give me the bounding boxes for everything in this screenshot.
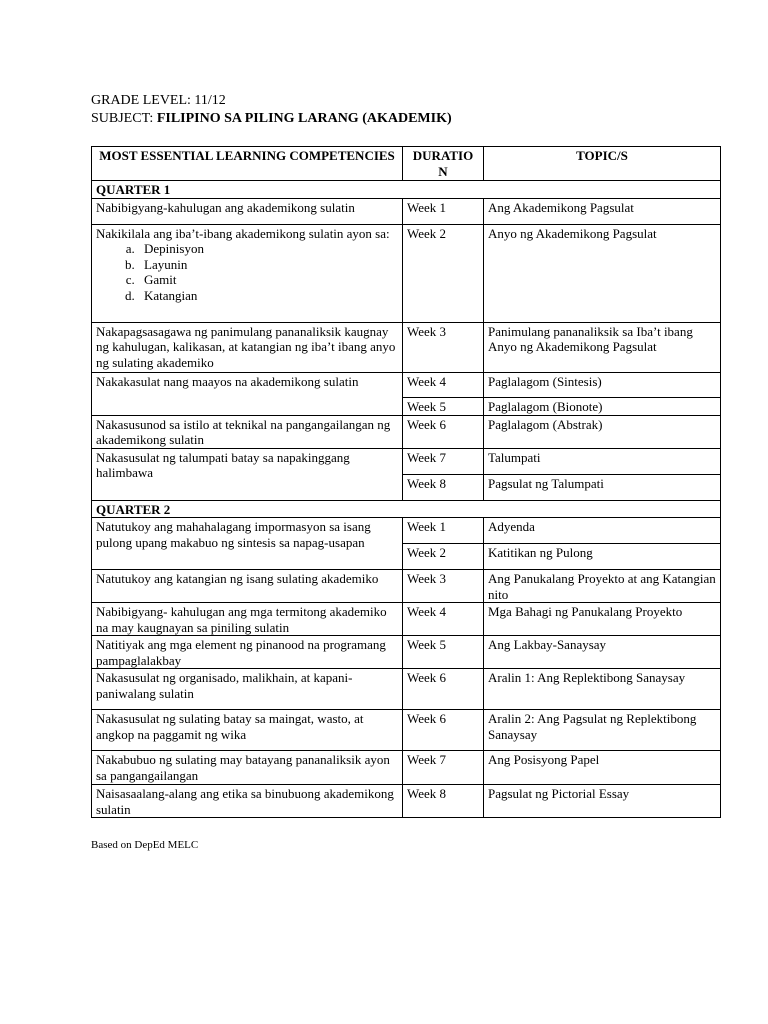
competency-cell: Nakakasulat nang maayos na akademikong sulatin	[92, 372, 403, 415]
col-topics: TOPIC/S	[484, 147, 721, 181]
duration-cell: Week 1	[403, 198, 484, 224]
competency-cell: Natutukoy ang katangian ng isang sulating akademiko	[92, 570, 403, 603]
competency-cell: Natitiyak ang mga element ng pinanood na programang pampaglalakbay	[92, 636, 403, 669]
quarter-2-label: QUARTER 2	[92, 500, 721, 518]
topic-cell: Anyo ng Akademikong Pagsulat	[484, 224, 721, 322]
topic-cell: Pagsulat ng Pictorial Essay	[484, 785, 721, 818]
topic-cell: Talumpati	[484, 448, 721, 474]
duration-cell: Week 3	[403, 322, 484, 372]
duration-cell: Week 1	[403, 518, 484, 544]
list-item: a. Depinisyon	[138, 241, 398, 257]
duration-cell: Week 7	[403, 751, 484, 785]
topic-cell: Katitikan ng Pulong	[484, 544, 721, 570]
table-row	[92, 785, 721, 818]
topic-cell: Adyenda	[484, 518, 721, 544]
duration-cell: Week 4	[403, 603, 484, 636]
table-row	[92, 636, 721, 669]
list-item: b. Layunin	[138, 257, 398, 273]
duration-cell: Week 6	[403, 415, 484, 448]
duration-cell: Week 4	[403, 372, 484, 397]
competency-cell: Nakabubuo ng sulating may batayang pananaliksik ayon sa pangangailangan	[92, 751, 403, 785]
table-row	[92, 322, 721, 372]
topic-cell: Ang Panukalang Proyekto at ang Katangian nito	[484, 570, 721, 603]
competency-cell	[92, 224, 403, 322]
quarter-row	[92, 181, 721, 199]
table-row	[92, 518, 721, 544]
competency-cell: Nabibigyang-kahulugan ang akademikong sulatin	[92, 198, 403, 224]
topic-cell: Aralin 2: Ang Pagsulat ng Replektibong Sanaysay	[484, 710, 721, 751]
col-duration: DURATIO N	[403, 147, 484, 181]
duration-cell: Week 5	[403, 636, 484, 669]
list-item: d. Katangian	[138, 288, 398, 304]
topic-cell: Mga Bahagi ng Panukalang Proyekto	[484, 603, 721, 636]
grade-level: GRADE LEVEL: 11/12	[91, 93, 226, 108]
topic-cell: Panimulang pananaliksik sa Iba’t ibang Anyo ng Akademikong Pagsulat	[484, 322, 721, 372]
melc-table	[91, 146, 721, 818]
topic-cell: Aralin 1: Ang Replektibong Sanaysay	[484, 669, 721, 710]
competency-cell: Natutukoy ang mahahalagang impormasyon sa isang pulong upang makabuo ng sintesis sa napag-usapan	[92, 518, 403, 570]
topic-cell: Paglalagom (Sintesis)	[484, 372, 721, 397]
table-row	[92, 751, 721, 785]
duration-cell: Week 2	[403, 544, 484, 570]
duration-cell: Week 7	[403, 448, 484, 474]
subject-label: SUBJECT:	[91, 111, 154, 126]
duration-cell: Week 3	[403, 570, 484, 603]
competency-text: Nakikilala ang iba’t-ibang akademikong sulatin ayon sa:	[96, 225, 390, 241]
competency-cell: Naisasaalang-alang ang etika sa binubuong akademikong sulatin	[92, 785, 403, 818]
duration-cell: Week 6	[403, 710, 484, 751]
competency-cell: Nakasusulat ng talumpati batay sa napakinggang halimbawa	[92, 448, 403, 500]
footer-note: Based on DepEd MELC	[91, 839, 199, 851]
duration-cell: Week 8	[403, 474, 484, 500]
duration-cell: Week 5	[403, 397, 484, 415]
table-row	[92, 198, 721, 224]
table-row	[92, 570, 721, 603]
subject-line	[91, 110, 452, 127]
criteria-list	[96, 241, 398, 303]
topic-cell: Pagsulat ng Talumpati	[484, 474, 721, 500]
topic-cell: Paglalagom (Bionote)	[484, 397, 721, 415]
competency-cell: Nabibigyang- kahulugan ang mga termitong akademiko na may kaugnayan sa piniling sulatin	[92, 603, 403, 636]
topic-cell: Ang Posisyong Papel	[484, 751, 721, 785]
table-row	[92, 603, 721, 636]
competency-cell: Nakasusunod sa istilo at teknikal na pangangailangan ng akademikong sulatin	[92, 415, 403, 448]
table-row	[92, 415, 721, 448]
topic-cell: Ang Lakbay-Sanaysay	[484, 636, 721, 669]
duration-cell: Week 2	[403, 224, 484, 322]
col-competencies: MOST ESSENTIAL LEARNING COMPETENCIES	[92, 147, 403, 181]
table-row	[92, 372, 721, 397]
topic-cell: Paglalagom (Abstrak)	[484, 415, 721, 448]
quarter-row	[92, 500, 721, 518]
table-row	[92, 710, 721, 751]
competency-cell: Nakapagsasagawa ng panimulang pananaliksik kaugnay ng kahulugan, kalikasan, at katangian ng iba’t ibang anyo ng sulating akademiko	[92, 322, 403, 372]
table-header-row	[92, 147, 721, 181]
duration-cell: Week 6	[403, 669, 484, 710]
quarter-1-label: QUARTER 1	[92, 181, 721, 199]
table-row	[92, 224, 721, 322]
competency-cell: Nakasusulat ng organisado, malikhain, at kapani-paniwalang sulatin	[92, 669, 403, 710]
duration-cell: Week 8	[403, 785, 484, 818]
table-row	[92, 448, 721, 474]
competency-cell: Nakasusulat ng sulating batay sa maingat, wasto, at angkop na paggamit ng wika	[92, 710, 403, 751]
subject-value: FILIPINO SA PILING LARANG (AKADEMIK)	[156, 111, 452, 126]
list-item: c. Gamit	[138, 272, 398, 288]
table-row	[92, 669, 721, 710]
topic-cell: Ang Akademikong Pagsulat	[484, 198, 721, 224]
